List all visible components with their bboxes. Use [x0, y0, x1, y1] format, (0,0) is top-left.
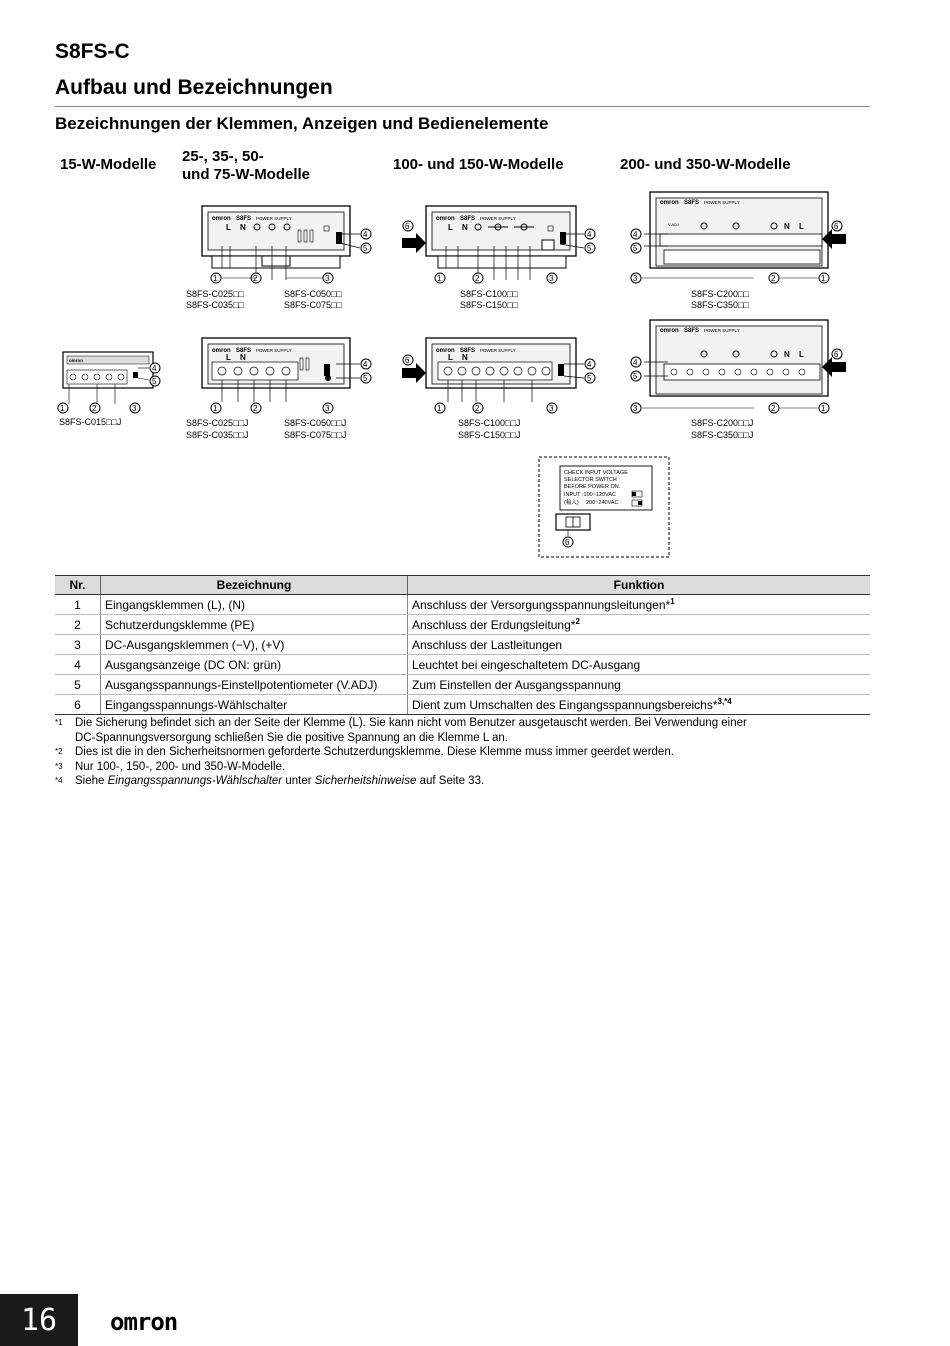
- svg-text:5: 5: [152, 377, 157, 386]
- svg-text:4: 4: [587, 360, 592, 369]
- model-label: S8FS-C350□□J: [691, 430, 754, 440]
- diagram-25w-j: [200, 336, 380, 420]
- model-label: S8FS-C075□□J: [284, 430, 347, 440]
- svg-text:2: 2: [92, 404, 97, 413]
- svg-text:1: 1: [213, 274, 218, 283]
- svg-text:3: 3: [633, 274, 638, 283]
- svg-text:omron: omron: [436, 348, 455, 354]
- footnote: DC-Spannungsversorgung schließen Sie die positive Spannung an die Klemme L an.: [75, 731, 509, 744]
- model-label: S8FS-C350□□: [691, 300, 749, 310]
- section-title: Aufbau und Bezeichnungen: [55, 76, 333, 99]
- svg-text:omron: omron: [660, 200, 679, 206]
- diagram-100w-j: [398, 336, 603, 420]
- svg-text:omron: omron: [69, 358, 83, 363]
- svg-text:6: 6: [405, 222, 410, 231]
- row-function: Anschluss der Lastleitungen: [408, 635, 871, 655]
- terminals-table: [55, 575, 870, 715]
- product-title: S8FS-C: [55, 40, 130, 63]
- selector-input: INPUT: [564, 492, 581, 498]
- svg-text:6: 6: [405, 356, 410, 365]
- header-nr: Nr.: [55, 576, 101, 595]
- diagram-25w-standard: [200, 200, 380, 290]
- svg-text:5: 5: [633, 244, 638, 253]
- terminal-n: N: [240, 223, 246, 232]
- svg-text:N: N: [784, 222, 790, 231]
- model-label: S8FS-C025□□J: [186, 418, 249, 428]
- diagram-200w-standard: [624, 190, 849, 290]
- svg-text:4: 4: [152, 364, 157, 373]
- svg-text:3: 3: [325, 274, 330, 283]
- model-label: S8FS-C200□□J: [691, 418, 754, 428]
- svg-text:5: 5: [587, 244, 592, 253]
- svg-text:3: 3: [132, 404, 137, 413]
- row-function: Leuchtet bei eingeschaltetem DC-Ausgang: [408, 655, 871, 675]
- svg-text:V.ADJ: V.ADJ: [668, 222, 679, 227]
- svg-text:S8FS: S8FS: [684, 328, 700, 334]
- svg-text:omron: omron: [212, 348, 231, 354]
- svg-text:S8FS: S8FS: [236, 348, 252, 354]
- svg-text:5: 5: [587, 374, 592, 383]
- row-name: Ausgangsspannungs-Einstellpotentiometer (V.ADJ): [101, 675, 408, 695]
- svg-text:POWER SUPPLY: POWER SUPPLY: [480, 216, 516, 221]
- model-label: S8FS-C200□□: [691, 289, 749, 299]
- svg-text:1: 1: [213, 404, 218, 413]
- column-25w-line1: 25-, 35-, 50-: [182, 148, 264, 165]
- svg-text:5: 5: [363, 244, 368, 253]
- row-number: 5: [55, 675, 101, 695]
- selector-range-2: 200~240VAC: [586, 500, 619, 506]
- diagram-200w-j: [624, 318, 849, 418]
- subsection-title: Bezeichnungen der Klemmen, Anzeigen und Bedienelemente: [55, 114, 549, 133]
- model-label: S8FS-C035□□: [186, 300, 244, 310]
- footnote: *3 Nur 100-, 150-, 200- und 350-W-Modelle.: [55, 760, 286, 773]
- svg-text:L: L: [799, 350, 804, 359]
- model-label: S8FS-C100□□: [460, 289, 518, 299]
- svg-text:3: 3: [549, 404, 554, 413]
- row-function: Anschluss der Erdungsleitung*$^2$: [408, 615, 871, 635]
- page-number: 16: [0, 1294, 78, 1346]
- svg-text:N: N: [462, 353, 468, 362]
- row-function: Dient zum Umschalten des Eingangsspannungsbereichs*$^{3,*4}$: [408, 695, 871, 715]
- svg-text:L: L: [448, 223, 453, 232]
- column-200w: 200- und 350-W-Modelle: [620, 156, 791, 173]
- terminal-l: L: [226, 223, 231, 232]
- row-function: Zum Einstellen der Ausgangsspannung: [408, 675, 871, 695]
- model-label: S8FS-C050□□J: [284, 418, 347, 428]
- diagram-15w-j: [55, 348, 175, 416]
- svg-text:6: 6: [834, 350, 839, 359]
- svg-text:L: L: [448, 353, 453, 362]
- svg-text:1: 1: [821, 274, 826, 283]
- svg-text:3: 3: [325, 404, 330, 413]
- row-name: Eingangsklemmen (L), (N): [101, 595, 408, 615]
- footnote: *4 Siehe Eingangsspannungs-Wählschalter unter Sicherheitshinweise auf Seite 33.: [55, 775, 485, 787]
- svg-text:omron: omron: [436, 216, 455, 222]
- svg-text:1: 1: [60, 404, 65, 413]
- svg-text:2: 2: [771, 274, 776, 283]
- svg-text:L: L: [226, 353, 231, 362]
- row-number: 4: [55, 655, 101, 675]
- selector-line2: SELECTOR SWITCH: [564, 477, 617, 483]
- svg-text:omron: omron: [660, 328, 679, 334]
- svg-text:4: 4: [363, 360, 368, 369]
- model-label: S8FS-C150□□J: [458, 430, 521, 440]
- model-label: S8FS-C150□□: [460, 300, 518, 310]
- svg-text:POWER SUPPLY: POWER SUPPLY: [256, 348, 292, 353]
- table-row: [55, 675, 870, 695]
- svg-text:1: 1: [821, 404, 826, 413]
- svg-text:N: N: [784, 350, 790, 359]
- svg-text:L: L: [799, 222, 804, 231]
- row-number: 1: [55, 595, 101, 615]
- svg-text:POWER SUPPLY: POWER SUPPLY: [704, 200, 740, 205]
- row-number: 6: [55, 695, 101, 715]
- svg-text:1: 1: [437, 404, 442, 413]
- series-text: S8FS: [236, 216, 252, 222]
- svg-text:4: 4: [587, 230, 592, 239]
- model-label: S8FS-C100□□J: [458, 418, 521, 428]
- power-supply-text: POWER SUPPLY: [256, 216, 292, 221]
- row-function: Anschluss der Versorgungsspannungsleitungen*$^1$: [408, 595, 871, 615]
- divider: [55, 106, 870, 107]
- selector-line3: BEFORE POWER ON.: [564, 484, 621, 490]
- svg-text:4: 4: [633, 358, 638, 367]
- svg-text:S8FS: S8FS: [684, 200, 700, 206]
- model-label: S8FS-C035□□J: [186, 430, 249, 440]
- footnotes: [55, 716, 870, 789]
- table-row: [55, 615, 870, 635]
- svg-text:2: 2: [475, 404, 480, 413]
- svg-text:5: 5: [633, 372, 638, 381]
- svg-text:N: N: [462, 223, 468, 232]
- model-label: S8FS-C075□□: [284, 300, 342, 310]
- table-row: [55, 695, 870, 715]
- svg-text:4: 4: [633, 230, 638, 239]
- row-number: 3: [55, 635, 101, 655]
- svg-text:5: 5: [363, 374, 368, 383]
- svg-text:4: 4: [363, 230, 368, 239]
- svg-text:2: 2: [771, 404, 776, 413]
- selector-cjk: (輸入): [564, 500, 579, 506]
- model-label: S8FS-C025□□: [186, 289, 244, 299]
- svg-text:3: 3: [549, 274, 554, 283]
- brand-text: omron: [212, 216, 231, 222]
- table-row: [55, 635, 870, 655]
- selector-line1: CHECK INPUT VOLTAGE: [564, 470, 628, 476]
- table-row: [55, 595, 870, 615]
- selector-range-1: :100~120VAC: [582, 492, 616, 498]
- table-row: [55, 655, 870, 675]
- svg-text:S8FS: S8FS: [460, 216, 476, 222]
- row-number: 2: [55, 615, 101, 635]
- footnote: *2 Dies ist die in den Sicherheitsnormen geforderte Schutzerdungsklemme. Diese Klemme muss immer geerdet werden.: [55, 746, 674, 758]
- column-100w: 100- und 150-W-Modelle: [393, 156, 564, 173]
- selector-switch-inset: [538, 456, 670, 558]
- footnote: *1 Die Sicherung befindet sich an der Seite der Klemme (L). Sie kann nicht vom Benutzer ausgetauscht werden. Bei Verwendung einer: [55, 717, 747, 729]
- svg-text:S8FS: S8FS: [460, 348, 476, 354]
- svg-text:3: 3: [633, 404, 638, 413]
- diagram-100w-standard: [398, 200, 603, 290]
- column-25w-line2: und 75-W-Modelle: [182, 166, 311, 183]
- svg-text:2: 2: [253, 404, 258, 413]
- svg-text:6: 6: [834, 222, 839, 231]
- column-15w: 15-W-Modelle: [60, 156, 157, 173]
- row-name: Schutzerdungsklemme (PE): [101, 615, 408, 635]
- header-bezeichnung: Bezeichnung: [101, 576, 408, 595]
- svg-text:N: N: [240, 353, 246, 362]
- svg-text:2: 2: [253, 274, 258, 283]
- brand-logo: omron: [110, 1308, 178, 1336]
- svg-text:POWER SUPPLY: POWER SUPPLY: [480, 348, 516, 353]
- model-label: S8FS-C015□□J: [59, 417, 122, 427]
- svg-text:2: 2: [475, 274, 480, 283]
- row-name: Eingangsspannungs-Wählschalter: [101, 695, 408, 715]
- model-label: S8FS-C050□□: [284, 289, 342, 299]
- header-funktion: Funktion: [408, 576, 871, 595]
- svg-text:POWER SUPPLY: POWER SUPPLY: [704, 328, 740, 333]
- svg-text:1: 1: [437, 274, 442, 283]
- row-name: Ausgangsanzeige (DC ON: grün): [101, 655, 408, 675]
- svg-text:6: 6: [565, 538, 570, 547]
- row-name: DC-Ausgangsklemmen (−V), (+V): [101, 635, 408, 655]
